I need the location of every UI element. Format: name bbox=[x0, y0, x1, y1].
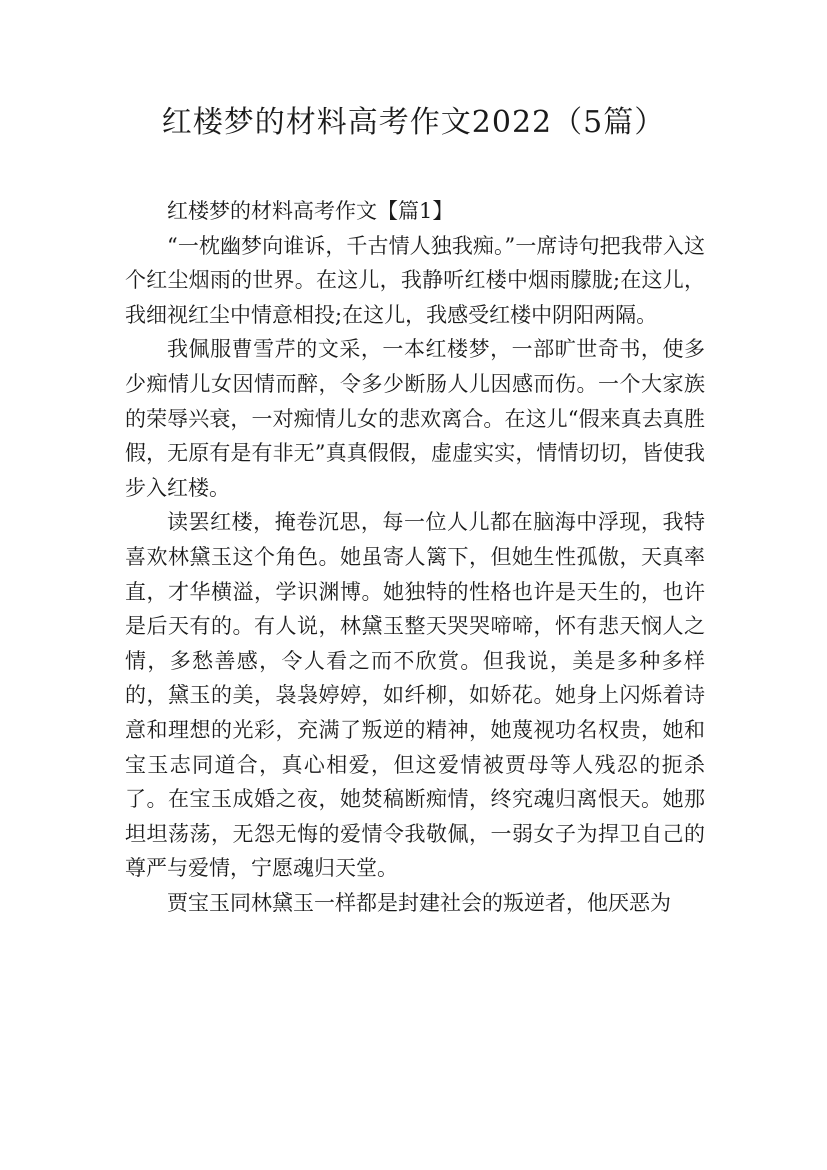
section-heading: 红楼梦的材料高考作文【篇1】 bbox=[167, 199, 454, 223]
paragraph: 读罢红楼，掩卷沉思，每一位人儿都在脑海中浮现，我特喜欢林黛玉这个角色。她虽寄人篱下，但她生性孤傲，天真率直，才华横溢，学识渊博。她独特的性格也许是天生的，也许是后天有的。有人说，林黛玉整天哭哭啼啼，怀有悲天悯人之情，多愁善感，令人看之而不欣赏。但我说，美是多种多样的，黛玉的美，袅袅婷婷，如纤柳，如娇花。她身上闪烁着诗意和理想的光彩，充满了叛逆的精神，她蔑视功名权贵，她和宝玉志同道合，真心相爱，但这爱情被贾母等人残忍的扼杀了。在宝玉成婚之夜，她焚稿断痴情，终究魂归离恨天。她那坦坦荡荡，无怨无悔的爱情令我敬佩，一弱女子为捍卫自己的尊严与爱情，宁愿魂归天堂。 bbox=[125, 510, 705, 881]
paragraph: 我佩服曹雪芹的文采，一本红楼梦，一部旷世奇书，使多少痴情儿女因情而醉，令多少断肠人儿因感而伤。一个大家族的荣辱兴衰，一对痴情儿女的悲欢离合。在这儿“假来真去真胜假，无原有是有非无”真真假假，虚虚实实，情情切切，皆使我步入红楼。 bbox=[125, 337, 705, 500]
document-title: 红楼梦的材料高考作文2022（5篇） bbox=[161, 105, 666, 140]
paragraph: “一枕幽梦向谁诉，千古情人独我痴。”一席诗句把我带入这个红尘烟雨的世界。在这儿，我静听红楼中烟雨朦胧;在这儿，我细视红尘中情意相投;在这儿，我感受红楼中阴阳两隔。 bbox=[125, 233, 705, 327]
document-body bbox=[125, 194, 705, 920]
paragraph: 贾宝玉同林黛玉一样都是封建社会的叛逆者，他厌恶为 bbox=[167, 890, 671, 915]
